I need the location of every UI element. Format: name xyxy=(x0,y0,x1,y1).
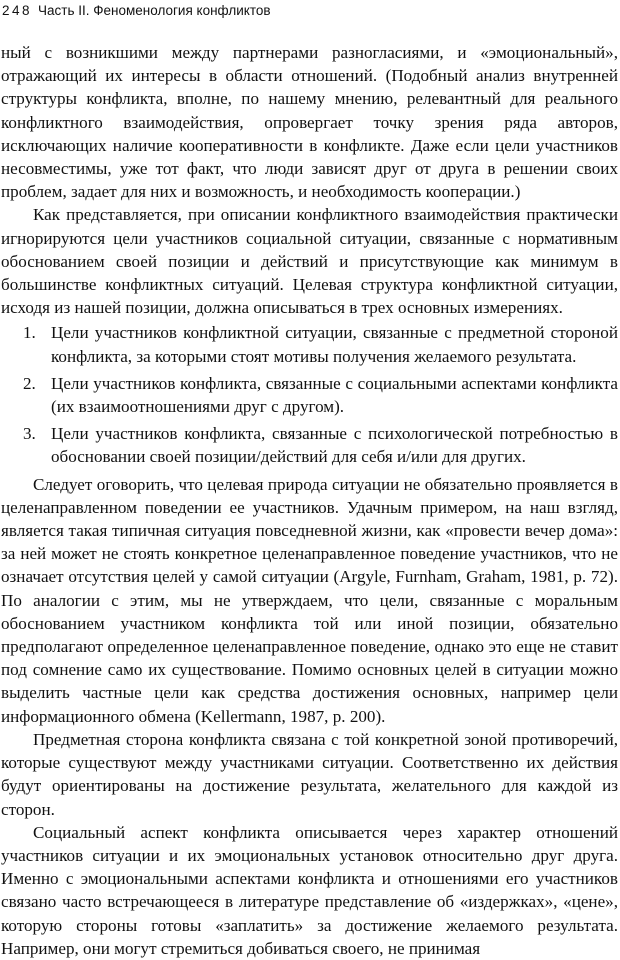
paragraph-social-aspect: Социальный аспект конфликта описывается через характер отношений участников ситуации и их эмоциональных установок относительно друг друга. Именно с эмоциональными аспектами конфликта и отношениями его участников связано часто встречающееся в литературе представление об «издержках», «цене», которую стороны готовы «заплатить» за достижение желаемого результата. Например, они могут стремиться добиваться своего, не принимая xyxy=(1,822,618,958)
paragraph-target-nature: Следует оговорить, что целевая природа ситуации не обязательно проявляется в целенаправленном поведении ее участников. Удачным примером, на наш взгляд, является такая типичная ситуация повседневной жизни, как «провести вечер дома»: за ней может не стоять конкретное целенаправленное поведение участников, что не означает отсутствия целей у самой ситуации (Argyle, Furnham, Graham, 1981, p. 72). По аналогии с этим, мы не утверждаем, что цели, связанные с моральным обоснованием участником конфликта той или иной позиции, обязательно предполагают определенное целенаправленное поведение, однако это еще не ставит под сомнение само их существование. Помимо основных целей в ситуации можно выделить частные цели как средства достижения основных, например цели информационного обмена (Kellermann, 1987, p. 200). xyxy=(1,474,618,726)
list-item xyxy=(1,422,618,468)
list-item xyxy=(1,372,618,418)
paragraph-goal-structure: Как представляется, при описании конфликтного взаимодействия практически игнорируются цели участников социальной ситуации, связанные с нормативным обоснованием своей позиции и действий и присутствующие как минимум в большинстве конфликтных ситуаций. Целевая структура конфликтной ситуации, исходя из нашей позиции, должна описываться в трех основных измерениях. xyxy=(1,205,618,318)
list-item-number: 1. xyxy=(23,323,36,343)
list-item-number: 2. xyxy=(23,373,36,393)
goal-dimensions-list xyxy=(1,321,618,468)
list-item-text: Цели участников конфликтной ситуации, связанные с предметной стороной конфликта, за которыми стоят мотивы получения желаемого результата. xyxy=(51,323,618,366)
body-text xyxy=(1,41,618,960)
list-item-text: Цели участников конфликта, связанные с социальными аспектами конфликта (их взаимоотношениями друг с другом). xyxy=(51,373,618,417)
running-header xyxy=(2,3,271,19)
page-number: 248 xyxy=(2,3,33,18)
running-title: Часть II. Феноменология конфликтов xyxy=(38,3,271,18)
list-item xyxy=(1,321,618,367)
list-item-text: Цели участников конфликта, связанные с психологической потребностью в обосновании своей позиции/действий для себя и/или для других. xyxy=(51,424,618,467)
list-item-number: 3. xyxy=(23,424,36,444)
paragraph-continuation: ный с возникшими между партнерами разногласиями, и «эмоциональный», отражающий их интересы в области отношений. (Подобный анализ внутренней структуры конфликта, вполне, по нашему мнению, релевантный для реального конфликтного взаимодействия, опровергает точку зрения ряда авторов, исключающих наличие кооперативности в конфликте. Даже если цели участников несовместимы, уже тот факт, что люди зависят друг от друга в решении своих проблем, задает для них и возможность, и необходимость кооперации.) xyxy=(1,43,618,202)
paragraph-subject-side: Предметная сторона конфликта связана с той конкретной зоной противоречий, которые существуют между участниками ситуации. Соответственно их действия будут ориентированы на достижение результата, желательного для каждой из сторон. xyxy=(1,729,618,819)
